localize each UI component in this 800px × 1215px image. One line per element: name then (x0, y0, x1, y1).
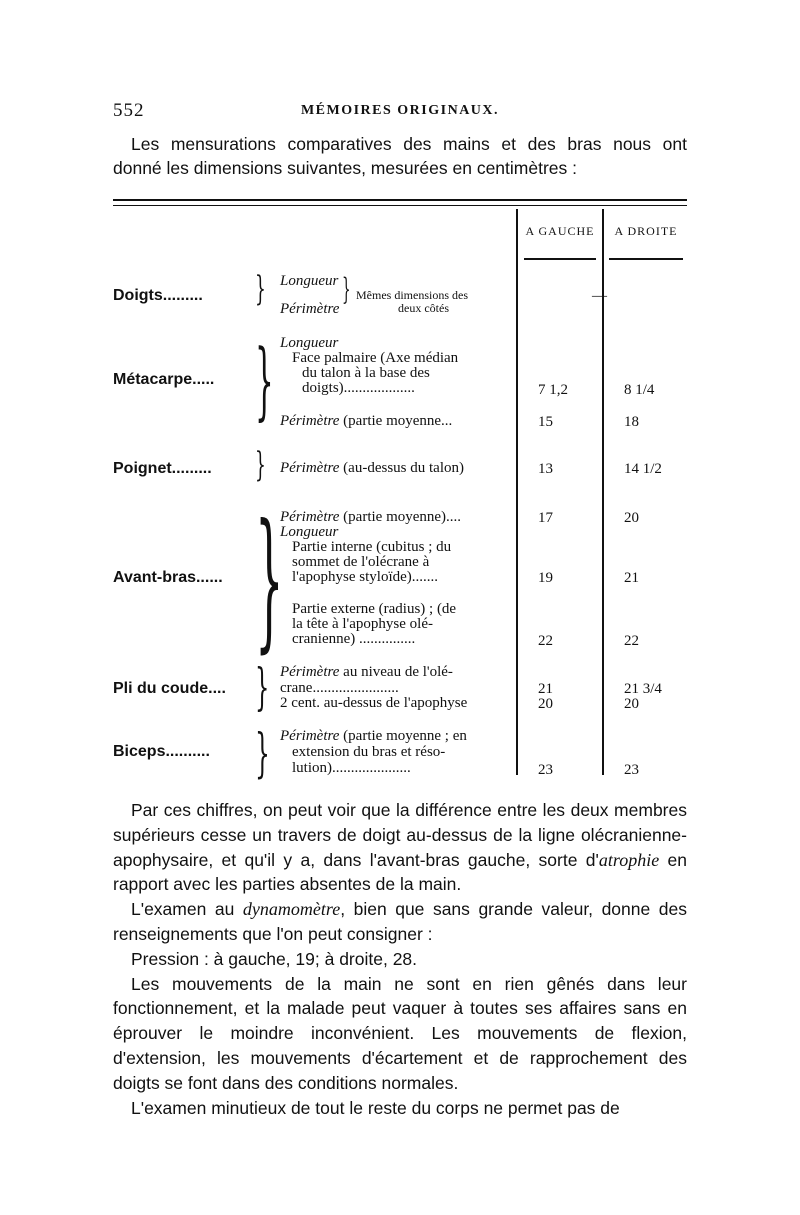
metacarpe-line-3: doigts)................... (302, 380, 415, 396)
table-top-rule-thin (113, 205, 687, 206)
pli-du-coude-line-3: 2 cent. au-dessus de l'apophyse (280, 695, 468, 711)
brace-icon: } (255, 269, 266, 309)
row-label-biceps: Biceps.......... (113, 743, 210, 760)
poignet-droite: 14 1/2 (624, 461, 662, 477)
paragraph-atrophie: Par ces chiffres, on peut voir que la différence entre les deux membres supérieurs cesse un travers de doigt au-dessus de la ligne olécranienne-apophysaire, et qu'il y a, dans l'avant-bras gauche, sorte d'atrophie en rapport avec les parties absentes de la main. (113, 800, 687, 895)
doigts-note-line-2: deux côtés (398, 301, 449, 315)
column-underline-gauche (524, 258, 596, 260)
column-underline-droite (609, 258, 683, 260)
doigts-longueur: Longueur (280, 273, 339, 289)
metacarpe-line-1: Face palmaire (Axe médian (292, 350, 459, 366)
biceps-gauche: 23 (538, 762, 553, 778)
intro-paragraph (113, 132, 687, 180)
page-header (113, 100, 687, 124)
row-label-pli-du-coude: Pli du coude.... (113, 680, 226, 697)
poignet-perimetre: Périmètre (au-dessus du talon) (280, 460, 464, 476)
pli-du-coude-line-2: crane....................... (280, 680, 399, 696)
column-header-gauche: A GAUCHE (525, 224, 595, 238)
brace-icon: } (255, 331, 274, 429)
biceps-line-2: extension du bras et réso- (292, 744, 446, 760)
pli-du-coude-gauche-1: 21 (538, 681, 553, 697)
column-divider-gauche (516, 209, 518, 775)
brace-icon: } (255, 445, 266, 485)
avant-bras-gauche-externe: 22 (538, 633, 553, 649)
brace-icon: } (255, 493, 284, 667)
poignet-gauche: 13 (538, 461, 553, 477)
page-number: 552 (113, 100, 145, 121)
body-text (113, 798, 687, 1120)
doigts-note-line-1: Mêmes dimensions des (356, 288, 468, 302)
avant-bras-externe-line-1: Partie externe (radius) ; (de (292, 601, 457, 617)
brace-icon: } (255, 658, 270, 716)
paragraph-examen: L'examen minutieux de tout le reste du corps ne permet pas de (131, 1097, 620, 1118)
metacarpe-longueur: Longueur (280, 335, 339, 351)
doigts-droite-value: — (592, 288, 607, 304)
doigts-perimetre: Périmètre (280, 301, 340, 317)
intro-line-1: Les mensurations comparatives des mains et des bras nous ont (131, 134, 687, 154)
biceps-line-1: Périmètre (partie moyenne ; en (280, 728, 467, 744)
row-label-poignet: Poignet......... (113, 460, 212, 477)
brace-icon: } (342, 272, 351, 307)
row-label-metacarpe: Métacarpe..... (113, 371, 215, 388)
biceps-droite: 23 (624, 762, 639, 778)
running-title: MÉMOIRES ORIGINAUX. (300, 103, 500, 118)
table-top-rule (113, 199, 687, 201)
avant-bras-externe-line-2: la tête à l'apophyse olé- (292, 616, 433, 632)
pli-du-coude-droite-1: 21 3/4 (624, 681, 662, 697)
avant-bras-interne-line-3: l'apophyse styloïde)....... (292, 569, 439, 585)
metacarpe-droite-perimetre: 18 (624, 414, 639, 430)
paragraph-pression: Pression : à gauche, 19; à droite, 28. (131, 948, 418, 969)
paragraph-dynamometre: L'examen au dynamomètre, bien que sans grande valeur, donne des renseignements que l'on peut consigner : (113, 899, 687, 944)
avant-bras-interne-line-2: sommet de l'olécrane à (292, 554, 430, 570)
brace-icon: } (255, 724, 270, 784)
avant-bras-gauche-perimetre: 17 (538, 510, 553, 526)
avant-bras-externe-line-3: cranienne) ............... (292, 631, 416, 647)
avant-bras-droite-interne: 21 (624, 570, 639, 586)
avant-bras-droite-externe: 22 (624, 633, 639, 649)
row-label-doigts: Doigts......... (113, 287, 203, 304)
column-header-droite: A DROITE (614, 224, 678, 238)
avant-bras-perimetre: Périmètre (partie moyenne).... (280, 509, 462, 525)
metacarpe-gauche-perimetre: 15 (538, 414, 553, 430)
avant-bras-interne-line-1: Partie interne (cubitus ; du (292, 539, 452, 555)
metacarpe-droite-longueur: 8 1/4 (624, 382, 655, 398)
avant-bras-gauche-interne: 19 (538, 570, 553, 586)
metacarpe-gauche-longueur: 7 1,2 (538, 382, 568, 398)
biceps-line-3: lution)..................... (292, 760, 411, 776)
metacarpe-line-2: du talon à la base des (302, 365, 430, 381)
row-label-avant-bras: Avant-bras...... (113, 569, 223, 586)
pli-du-coude-gauche-2: 20 (538, 696, 553, 712)
metacarpe-perimetre: Périmètre (partie moyenne... (280, 413, 453, 429)
paragraph-mouvements: Les mouvements de la main ne sont en rien gênés dans leur fonctionnement, et la malade peut vaquer à toutes ses affaires sans en éprouver le moindre inconvénient. Les mouvements de flexion, d'extension, les mouvements d'écartement et de rapprochement des doigts se font dans des conditions normales. (113, 973, 687, 1093)
intro-line-2: donné les dimensions suivantes, mesurées en centimètres : (113, 158, 577, 178)
avant-bras-droite-perimetre: 20 (624, 510, 639, 526)
avant-bras-longueur: Longueur (280, 524, 339, 540)
pli-du-coude-line-1: Périmètre au niveau de l'olé- (280, 664, 453, 680)
pli-du-coude-droite-2: 20 (624, 696, 639, 712)
